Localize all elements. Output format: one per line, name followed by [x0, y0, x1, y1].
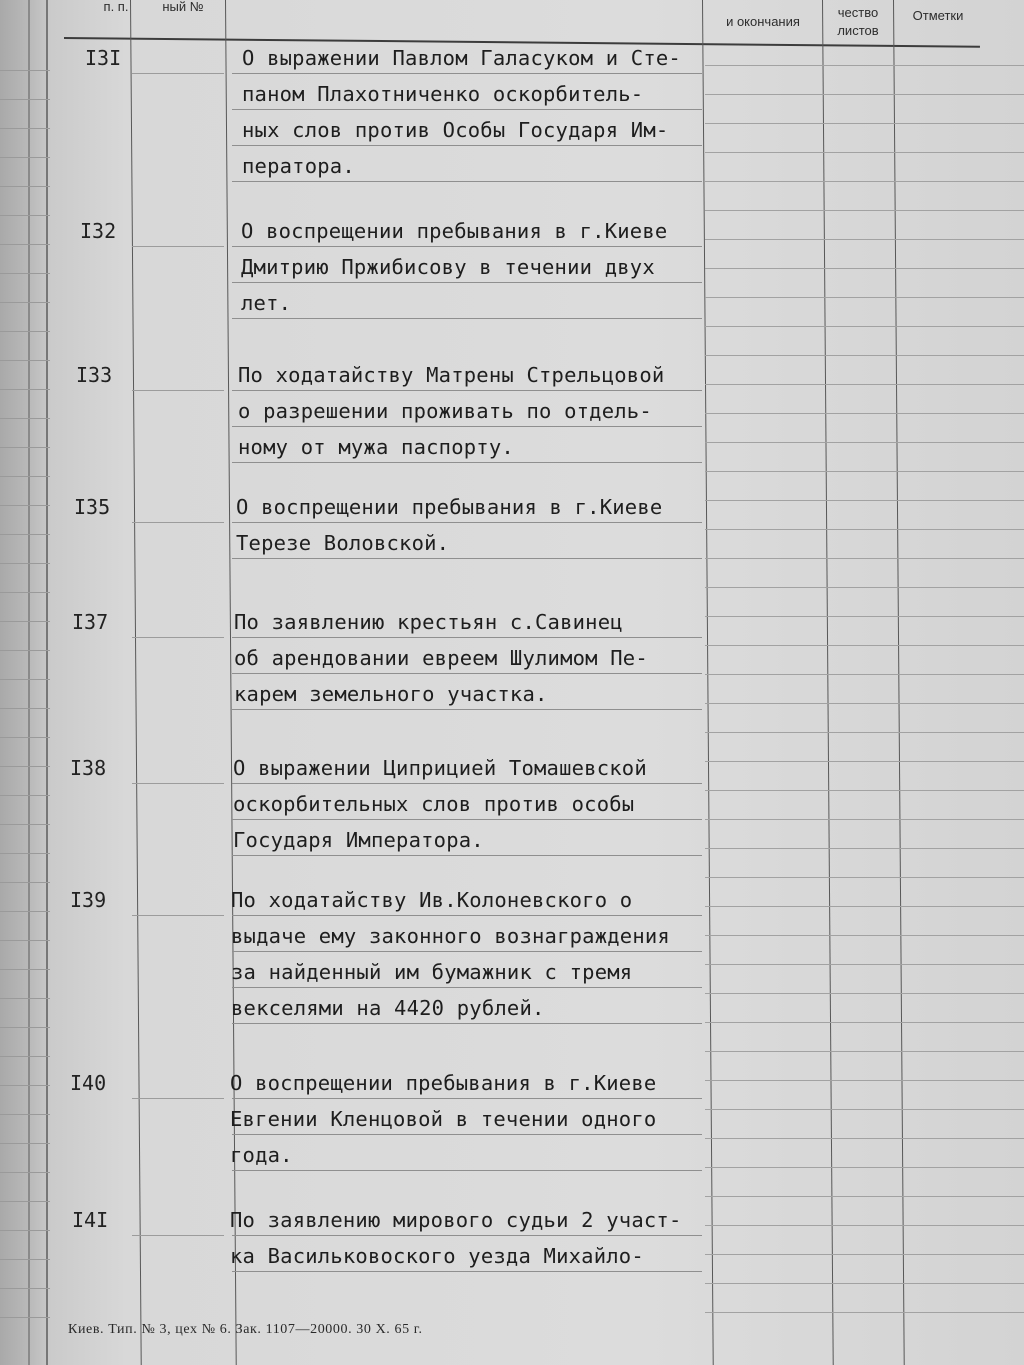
- ruled-line: [705, 152, 1024, 153]
- ruled-line: [705, 906, 1024, 907]
- ruled-line: [705, 355, 1024, 356]
- ruled-line: [0, 1085, 50, 1086]
- row-number: I40: [70, 1071, 107, 1095]
- printer-imprint: Киев. Тип. № 3, цех № 6. Зак. 1107—20000. 30 X. 65 г.: [68, 1322, 423, 1337]
- number-rule: [132, 637, 224, 638]
- ruled-line: [0, 708, 50, 709]
- entry-text-line: ному от мужа паспорту.: [238, 435, 514, 459]
- ruled-line: [705, 471, 1024, 472]
- row-number: I39: [70, 888, 107, 912]
- entry-text-line: По ходатайству Матрены Стрельцовой: [238, 363, 665, 387]
- ruled-line: [0, 563, 50, 564]
- ruled-line: [705, 297, 1024, 298]
- ruled-line: [0, 1230, 50, 1231]
- text-rule: [232, 783, 702, 784]
- text-rule: [232, 109, 702, 110]
- row-number: I35: [74, 495, 111, 519]
- number-rule: [132, 783, 224, 784]
- entry-text-line: По ходатайству Ив.Колоневского о: [231, 888, 633, 912]
- header-sheets: [820, 4, 896, 40]
- ruled-line: [705, 964, 1024, 965]
- number-rule: [132, 1235, 224, 1236]
- ruled-line: [705, 732, 1024, 733]
- entry-text-line: об арендовании евреем Шулимом Пе-: [234, 646, 648, 670]
- ruled-line: [705, 703, 1024, 704]
- entry-text-line: ка Васильковоского уезда Михайло-: [230, 1244, 644, 1268]
- entry-text-line: Терезе Воловской.: [236, 531, 450, 555]
- row-number: I37: [72, 610, 109, 634]
- ruled-line: [0, 1172, 50, 1173]
- header-sheets-line2: листов: [837, 23, 879, 38]
- entry-text-line: года.: [230, 1143, 293, 1167]
- ruled-line: [0, 940, 50, 941]
- ruled-line: [0, 737, 50, 738]
- ruled-line: [705, 529, 1024, 530]
- ruled-line: [0, 1259, 50, 1260]
- ruled-line: [705, 94, 1024, 95]
- number-rule: [132, 915, 224, 916]
- ruled-line: [705, 645, 1024, 646]
- ruled-line: [705, 616, 1024, 617]
- entry-text-line: выдаче ему законного вознаграждения: [231, 924, 670, 948]
- entry-text-line: лет.: [241, 291, 292, 315]
- header-dates: и окончания: [726, 14, 800, 29]
- text-rule: [232, 462, 702, 463]
- text-rule: [232, 951, 702, 952]
- ruled-line: [0, 215, 50, 216]
- number-rule: [132, 522, 224, 523]
- text-rule: [232, 709, 702, 710]
- header-number: п. п.: [103, 0, 129, 14]
- number-rule: [132, 246, 224, 247]
- ruled-line: [0, 1114, 50, 1115]
- ruled-line: [0, 505, 50, 506]
- text-rule: [232, 1098, 702, 1099]
- number-rule: [132, 73, 224, 74]
- ruled-line: [0, 244, 50, 245]
- entry-text-line: О выражении Циприцией Томашевской: [233, 756, 647, 780]
- ruled-line: [0, 1027, 50, 1028]
- ruled-line: [705, 1167, 1024, 1168]
- ruled-line: [0, 795, 50, 796]
- entry-text-line: О выражении Павлом Галасуком и Сте-: [242, 46, 681, 70]
- ruled-line: [0, 621, 50, 622]
- ruled-line: [0, 418, 50, 419]
- ruled-line: [705, 384, 1024, 385]
- ruled-line: [0, 1288, 50, 1289]
- number-rule: [132, 390, 224, 391]
- ruled-line: [0, 882, 50, 883]
- entry-text-line: О воспрещении пребывания в г.Киеве: [230, 1071, 657, 1095]
- ruled-line: [0, 592, 50, 593]
- ruled-line: [0, 128, 50, 129]
- ruled-line: [0, 824, 50, 825]
- ruled-line: [0, 476, 50, 477]
- ruled-line: [0, 186, 50, 187]
- text-rule: [232, 1271, 702, 1272]
- ruled-line: [705, 1080, 1024, 1081]
- ruled-line: [0, 331, 50, 332]
- entry-text-line: за найденный им бумажник с тремя: [231, 960, 633, 984]
- ruled-line: [705, 993, 1024, 994]
- text-rule: [232, 637, 702, 638]
- ruled-line: [705, 65, 1024, 66]
- header-sheets-line1: чество: [837, 5, 879, 20]
- ruled-line: [705, 123, 1024, 124]
- text-rule: [232, 1170, 702, 1171]
- ruled-line: [705, 1312, 1024, 1313]
- ruled-line: [0, 70, 50, 71]
- ruled-line: [705, 1051, 1024, 1052]
- entry-text-line: ператора.: [242, 154, 355, 178]
- ruled-line: [705, 819, 1024, 820]
- header-notes: Отметки: [912, 8, 964, 23]
- ruled-line: [705, 1138, 1024, 1139]
- ruled-line: [0, 447, 50, 448]
- ruled-line: [705, 1225, 1024, 1226]
- text-rule: [232, 855, 702, 856]
- text-rule: [232, 426, 702, 427]
- number-rule: [132, 1098, 224, 1099]
- entry-text-line: оскорбительных слов против особы: [233, 792, 635, 816]
- text-rule: [232, 819, 702, 820]
- ruled-line: [0, 911, 50, 912]
- entry-text-line: Дмитрию Пржибисову в течении двух: [241, 255, 655, 279]
- text-rule: [232, 1235, 702, 1236]
- ruled-line: [705, 935, 1024, 936]
- ruled-line: [705, 848, 1024, 849]
- ruled-line: [705, 790, 1024, 791]
- ruled-line: [0, 273, 50, 274]
- entry-text-line: Государя Императора.: [233, 828, 484, 852]
- ruled-line: [0, 157, 50, 158]
- ruled-line: [0, 650, 50, 651]
- ruled-line: [0, 99, 50, 100]
- row-number: I33: [76, 363, 113, 387]
- row-number: I38: [70, 756, 107, 780]
- entry-text-line: По заявлению мирового судьи 2 участ-: [230, 1208, 682, 1232]
- text-rule: [232, 318, 702, 319]
- ruled-line: [705, 1254, 1024, 1255]
- ruled-line: [705, 558, 1024, 559]
- text-rule: [232, 282, 702, 283]
- text-rule: [232, 987, 702, 988]
- entry-text-line: По заявлению крестьян с.Савинец: [234, 610, 623, 634]
- ruled-line: [0, 534, 50, 535]
- ruled-line: [0, 969, 50, 970]
- entry-text-line: о разрешении проживать по отдель-: [238, 399, 652, 423]
- ruled-line: [705, 239, 1024, 240]
- ruled-line: [705, 413, 1024, 414]
- ruled-line: [705, 587, 1024, 588]
- ruled-line: [0, 998, 50, 999]
- entry-text-line: карем земельного участка.: [234, 682, 548, 706]
- ruled-line: [0, 1056, 50, 1057]
- text-rule: [232, 673, 702, 674]
- ruled-line: [0, 853, 50, 854]
- ruled-line: [705, 1283, 1024, 1284]
- entry-text-line: паном Плахотниченко оскорбитель-: [242, 82, 644, 106]
- ruled-line: [0, 1143, 50, 1144]
- ruled-line: [705, 210, 1024, 211]
- ruled-line: [705, 1022, 1024, 1023]
- text-rule: [232, 73, 702, 74]
- ruled-line: [705, 326, 1024, 327]
- text-rule: [232, 390, 702, 391]
- header-inventory: ный №: [162, 0, 204, 14]
- ruled-line: [705, 877, 1024, 878]
- ruled-line: [0, 389, 50, 390]
- text-rule: [232, 1134, 702, 1135]
- text-rule: [232, 915, 702, 916]
- ruled-line: [705, 268, 1024, 269]
- ruled-line: [0, 1317, 50, 1318]
- entry-text-line: О воспрещении пребывания в г.Киеве: [241, 219, 668, 243]
- ruled-line: [705, 500, 1024, 501]
- ruled-line: [705, 674, 1024, 675]
- text-rule: [232, 1023, 702, 1024]
- ruled-line: [705, 761, 1024, 762]
- text-rule: [232, 558, 702, 559]
- row-number: I32: [80, 219, 117, 243]
- row-number: I3I: [85, 46, 122, 70]
- entry-text-line: ных слов против Особы Государя Им-: [242, 118, 669, 142]
- ruled-line: [0, 679, 50, 680]
- ruled-line: [705, 1196, 1024, 1197]
- row-number: I4I: [72, 1208, 109, 1232]
- ruled-line: [705, 442, 1024, 443]
- text-rule: [232, 145, 702, 146]
- ruled-line: [705, 1109, 1024, 1110]
- binding-edge: [28, 0, 30, 1365]
- ruled-line: [0, 766, 50, 767]
- ruled-line: [0, 302, 50, 303]
- text-rule: [232, 181, 702, 182]
- ruled-line: [0, 360, 50, 361]
- text-rule: [232, 522, 702, 523]
- text-rule: [232, 246, 702, 247]
- ruled-line: [705, 181, 1024, 182]
- entry-text-line: векселями на 4420 рублей.: [231, 996, 545, 1020]
- entry-text-line: О воспрещении пребывания в г.Киеве: [236, 495, 663, 519]
- entry-text-line: Евгении Кленцовой в течении одного: [230, 1107, 657, 1131]
- ruled-line: [0, 1201, 50, 1202]
